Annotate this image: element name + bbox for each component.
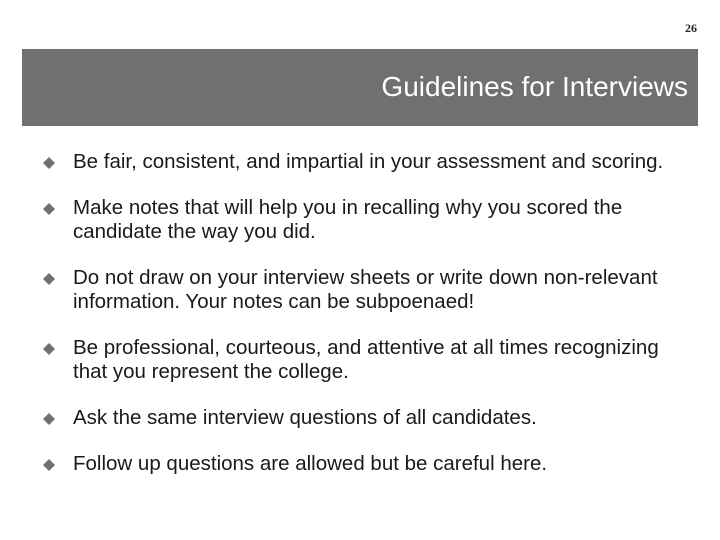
page-number: 26 bbox=[685, 21, 697, 35]
slide-title: Guidelines for Interviews bbox=[381, 71, 688, 102]
diamond-bullet-icon bbox=[43, 343, 55, 355]
diamond-bullet-icon bbox=[43, 459, 55, 471]
bullet-text: Follow up questions are allowed but be careful here. bbox=[73, 452, 548, 475]
diamond-bullet-icon bbox=[43, 157, 55, 169]
bullet-text: Make notes that will help you in recalling why you scored the candidate the way you did. bbox=[73, 196, 623, 243]
diamond-bullet-icon bbox=[43, 413, 55, 425]
bullet-text: Be fair, consistent, and impartial in your assessment and scoring. bbox=[73, 150, 664, 173]
bullet-item bbox=[42, 196, 692, 244]
bullet-item bbox=[42, 150, 692, 174]
bullet-item bbox=[42, 266, 692, 314]
bullet-list bbox=[42, 150, 692, 498]
bullet-item bbox=[42, 406, 692, 430]
diamond-bullet-icon bbox=[43, 273, 55, 285]
bullet-text: Ask the same interview questions of all candidates. bbox=[73, 406, 537, 429]
bullet-item bbox=[42, 452, 692, 476]
bullet-text: Do not draw on your interview sheets or write down non-relevant information. Your notes can be subpoenaed! bbox=[73, 266, 658, 313]
bullet-text: Be professional, courteous, and attentive at all times recognizing that you represent the college. bbox=[73, 336, 659, 383]
title-bar bbox=[22, 49, 698, 126]
diamond-bullet-icon bbox=[43, 203, 55, 215]
bullet-item bbox=[42, 336, 692, 384]
